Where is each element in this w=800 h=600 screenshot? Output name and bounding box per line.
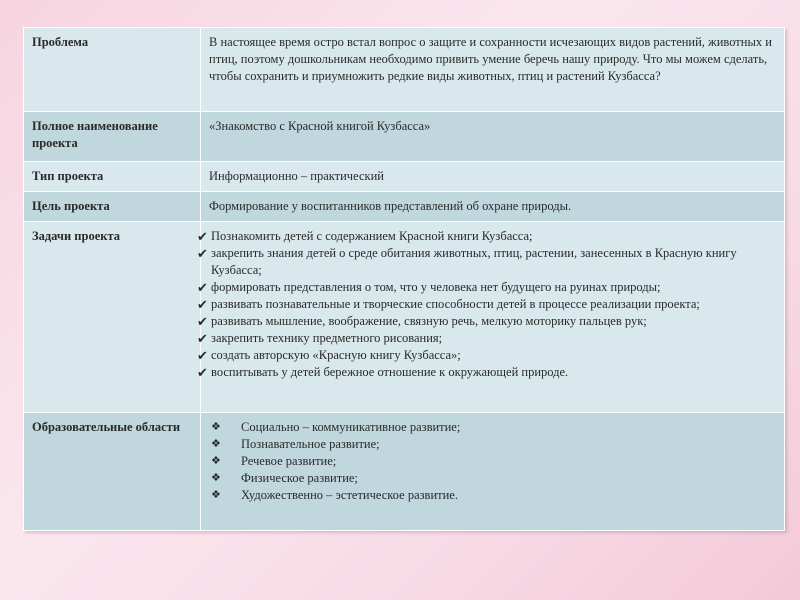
list-item xyxy=(209,436,776,453)
row-label: Полное наименование проекта xyxy=(24,112,201,162)
list-item xyxy=(209,453,776,470)
list-item-text: развивать познавательные и творческие способности детей в процессе реализации проекта; xyxy=(211,297,700,311)
table-row-type xyxy=(24,162,785,192)
list-item-text: Речевое развитие; xyxy=(241,454,337,468)
list-item-text: закрепить знания детей о среде обитания животных, птиц, растении, занесенных в Красную книгу Кузбасса; xyxy=(211,246,737,277)
list-item xyxy=(209,470,776,487)
list-item xyxy=(197,245,776,279)
row-label: Проблема xyxy=(24,28,201,112)
checkmark-icon: ✔ xyxy=(197,365,208,380)
row-label: Тип проекта xyxy=(24,162,201,192)
row-label: Образовательные области xyxy=(24,413,201,531)
row-value: Формирование у воспитанников представлений об охране природы. xyxy=(201,192,785,222)
row-value: В настоящее время остро встал вопрос о защите и сохранности исчезающих видов растений, животных и птиц, поэтому дошкольникам необходимо привить умение беречь нашу природу. Что мы можем сделать, чтобы сохранить и приумножить редкие виды животных, птиц и растений Кузбасса? xyxy=(201,28,785,112)
list-item xyxy=(209,419,776,436)
row-label: Цель проекта xyxy=(24,192,201,222)
list-item xyxy=(197,228,776,245)
list-item-text: воспитывать у детей бережное отношение к окружающей природе. xyxy=(211,365,569,379)
row-value xyxy=(197,222,785,413)
row-value xyxy=(201,413,785,531)
table-row-areas xyxy=(24,413,785,531)
list-item xyxy=(209,487,776,504)
checkmark-icon: ✔ xyxy=(197,246,208,261)
list-item-text: формировать представления о том, что у человека нет будущего на руинах природы; xyxy=(211,280,661,294)
list-item-text: Социально – коммуникативное развитие; xyxy=(241,420,461,434)
checkmark-icon: ✔ xyxy=(197,331,208,346)
list-item xyxy=(197,313,776,330)
list-item-text: Художественно – эстетическое развитие. xyxy=(241,488,458,502)
list-item xyxy=(197,296,776,313)
tasks-list xyxy=(197,228,776,381)
diamond-bullet-icon: ❖ xyxy=(211,438,221,450)
checkmark-icon: ✔ xyxy=(197,348,208,363)
list-item-text: Физическое развитие; xyxy=(241,471,358,485)
checkmark-icon: ✔ xyxy=(197,314,208,329)
diamond-bullet-icon: ❖ xyxy=(211,489,221,501)
list-item-text: Познакомить детей с содержанием Красной книги Кузбасса; xyxy=(211,229,533,243)
checkmark-icon: ✔ xyxy=(197,229,208,244)
diamond-bullet-icon: ❖ xyxy=(211,472,221,484)
diamond-bullet-icon: ❖ xyxy=(211,421,221,433)
table-row-tasks xyxy=(24,222,785,413)
checkmark-icon: ✔ xyxy=(197,297,208,312)
list-item-text: Познавательное развитие; xyxy=(241,437,380,451)
list-item xyxy=(197,347,776,364)
list-item-text: создать авторскую «Красную книгу Кузбасса»; xyxy=(211,348,461,362)
list-item xyxy=(197,330,776,347)
table-row-full-name xyxy=(24,112,785,162)
row-value: Информационно – практический xyxy=(201,162,785,192)
row-label: Задачи проекта xyxy=(24,222,201,413)
table-row-goal xyxy=(24,192,785,222)
project-table xyxy=(23,27,785,531)
diamond-bullet-icon: ❖ xyxy=(211,455,221,467)
list-item xyxy=(197,279,776,296)
areas-list xyxy=(209,419,776,504)
row-value: «Знакомство с Красной книгой Кузбасса» xyxy=(201,112,785,162)
checkmark-icon: ✔ xyxy=(197,280,208,295)
list-item xyxy=(197,364,776,381)
list-item-text: развивать мышление, воображение, связную речь, мелкую моторику пальцев рук; xyxy=(211,314,647,328)
table-row-problem xyxy=(24,28,785,112)
list-item-text: закрепить технику предметного рисования; xyxy=(211,331,443,345)
